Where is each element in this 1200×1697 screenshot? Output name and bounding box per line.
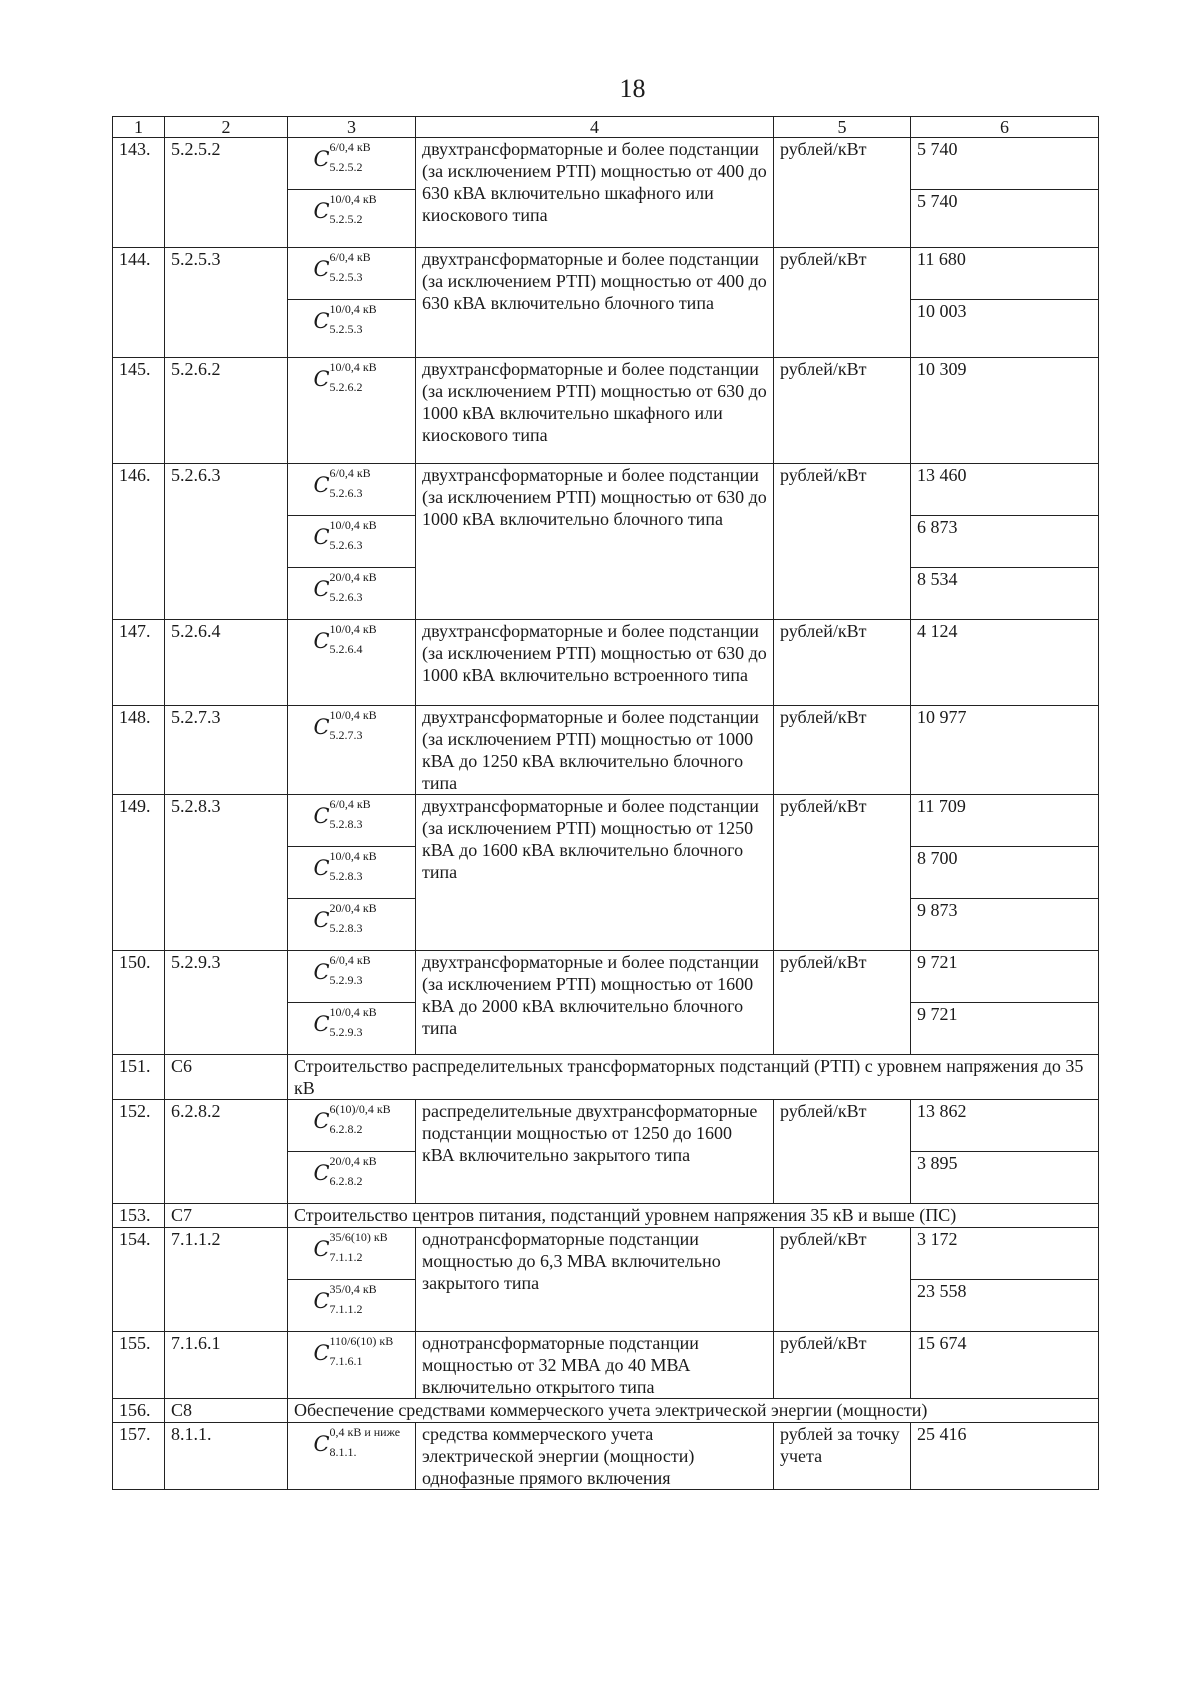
- page-number: 18: [619, 74, 646, 103]
- row-number: 151.: [113, 1055, 165, 1100]
- rate-symbol-letter: C: [313, 147, 330, 171]
- row-description: двухтрансформаторные и более подстанции (за исключением РТП) мощностью от 1600 кВА до 2000 кВА включительно блочного типа: [416, 951, 774, 1055]
- table-row: [113, 1423, 1099, 1490]
- rate-index: 7.1.1.2: [329, 1302, 363, 1316]
- rate-index: 5.2.5.3: [329, 322, 363, 336]
- rate-index: 5.2.6.3: [329, 590, 363, 604]
- rate-symbol: [288, 951, 416, 1003]
- rate-value: 5 740: [911, 138, 1099, 190]
- row-code: С7: [165, 1204, 288, 1228]
- rate-formula: [298, 1102, 408, 1146]
- rate-voltage: 35/0,4 кВ: [329, 1282, 377, 1296]
- table-row: [113, 138, 1099, 190]
- row-unit: рублей/кВт: [774, 706, 911, 795]
- table-row: [113, 706, 1099, 795]
- column-header: 2: [165, 117, 288, 138]
- rate-formula: [298, 901, 408, 945]
- rate-value: 9 721: [911, 951, 1099, 1003]
- rate-voltage: 20/0,4 кВ: [329, 570, 377, 584]
- rate-voltage: 6/0,4 кВ: [329, 140, 371, 154]
- section-title: Строительство распределительных трансформаторных подстанций (РТП) с уровнем напряжения до 35 кВ: [288, 1055, 1099, 1100]
- row-description: средства коммерческого учета электрической энергии (мощности) однофазные прямого включения: [416, 1423, 774, 1490]
- rate-index: 5.2.6.3: [329, 486, 363, 500]
- row-number: 147.: [113, 620, 165, 706]
- row-unit: рублей/кВт: [774, 951, 911, 1055]
- row-description: двухтрансформаторные и более подстанции (за исключением РТП) мощностью от 1250 кВА до 1600 кВА включительно блочного типа: [416, 795, 774, 951]
- rate-value: 6 873: [911, 516, 1099, 568]
- row-unit: рублей/кВт: [774, 248, 911, 358]
- column-header: 6: [911, 117, 1099, 138]
- rate-symbol: [288, 1280, 416, 1332]
- row-number: 145.: [113, 358, 165, 464]
- rate-symbol-letter: C: [313, 257, 330, 281]
- row-unit: рублей/кВт: [774, 795, 911, 951]
- rate-symbol-letter: C: [313, 1432, 330, 1456]
- table-row: [113, 620, 1099, 706]
- rate-symbol: [288, 464, 416, 516]
- row-number: 154.: [113, 1228, 165, 1332]
- rate-index: 6.2.8.2: [329, 1122, 363, 1136]
- rate-value: 15 674: [911, 1332, 1099, 1399]
- rate-symbol: [288, 300, 416, 358]
- row-number: 144.: [113, 248, 165, 358]
- rate-voltage: 20/0,4 кВ: [329, 901, 377, 915]
- rate-symbol: [288, 1003, 416, 1055]
- column-header: 4: [416, 117, 774, 138]
- section-row: [113, 1055, 1099, 1100]
- rate-symbol-letter: C: [313, 856, 330, 880]
- rate-formula: [298, 1005, 408, 1049]
- rate-index: 5.2.6.2: [329, 380, 363, 394]
- rate-symbol: [288, 1228, 416, 1280]
- row-number: 155.: [113, 1332, 165, 1399]
- rate-value: 11 680: [911, 248, 1099, 300]
- row-number: 148.: [113, 706, 165, 795]
- rate-value: 13 460: [911, 464, 1099, 516]
- table-row: [113, 1332, 1099, 1399]
- rate-symbol-letter: C: [313, 804, 330, 828]
- rate-index: 6.2.8.2: [329, 1174, 363, 1188]
- rate-value: 4 124: [911, 620, 1099, 706]
- rate-formula: [298, 708, 408, 752]
- rate-symbol-letter: C: [313, 1012, 330, 1036]
- row-number: 143.: [113, 138, 165, 248]
- rate-voltage: 110/6(10) кВ: [329, 1334, 394, 1348]
- row-unit: рублей/кВт: [774, 358, 911, 464]
- rate-value: 10 309: [911, 358, 1099, 464]
- rate-value: 13 862: [911, 1100, 1099, 1152]
- rate-voltage: 6/0,4 кВ: [329, 466, 371, 480]
- rate-symbol: [288, 1332, 416, 1399]
- rate-formula: [298, 849, 408, 893]
- table-row: [113, 464, 1099, 516]
- row-code: 5.2.9.3: [165, 951, 288, 1055]
- row-unit: рублей/кВт: [774, 1228, 911, 1332]
- rate-symbol: [288, 190, 416, 248]
- rate-symbol: [288, 706, 416, 795]
- rate-voltage: 10/0,4 кВ: [329, 192, 377, 206]
- rate-symbol-letter: C: [313, 1161, 330, 1185]
- rate-formula: [298, 192, 408, 236]
- rate-voltage: 10/0,4 кВ: [329, 302, 377, 316]
- rate-voltage: 10/0,4 кВ: [329, 622, 377, 636]
- rate-voltage: 35/6(10) кВ: [329, 1230, 388, 1244]
- rate-symbol: [288, 138, 416, 190]
- rate-index: 5.2.9.3: [329, 973, 363, 987]
- rate-symbol-letter: C: [313, 908, 330, 932]
- table-header-row: [113, 117, 1099, 138]
- row-code: 6.2.8.2: [165, 1100, 288, 1204]
- rate-index: 7.1.1.2: [329, 1250, 363, 1264]
- rate-value: 9 721: [911, 1003, 1099, 1055]
- rate-index: 5.2.5.2: [329, 212, 363, 226]
- row-number: 149.: [113, 795, 165, 951]
- rate-symbol-letter: C: [313, 1237, 330, 1261]
- row-description: однотрансформаторные подстанции мощностью до 6,3 МВА включительно закрытого типа: [416, 1228, 774, 1332]
- row-description: двухтрансформаторные и более подстанции (за исключением РТП) мощностью от 630 до 1000 кВА включительно блочного типа: [416, 464, 774, 620]
- row-code: 5.2.7.3: [165, 706, 288, 795]
- rate-symbol: [288, 620, 416, 706]
- table-row: [113, 951, 1099, 1003]
- rate-value: 10 003: [911, 300, 1099, 358]
- rate-value: 10 977: [911, 706, 1099, 795]
- row-number: 152.: [113, 1100, 165, 1204]
- rate-symbol: [288, 847, 416, 899]
- rate-value: 3 172: [911, 1228, 1099, 1280]
- rate-voltage: 6/0,4 кВ: [329, 797, 371, 811]
- column-header: 5: [774, 117, 911, 138]
- column-header: 1: [113, 117, 165, 138]
- rate-symbol-letter: C: [313, 1341, 330, 1365]
- rate-formula: [298, 1230, 408, 1274]
- rate-index: 7.1.6.1: [329, 1354, 363, 1368]
- row-unit: рублей за точку учета: [774, 1423, 911, 1490]
- rate-formula: [298, 1154, 408, 1198]
- rate-symbol-letter: C: [313, 367, 330, 391]
- rate-symbol: [288, 1152, 416, 1204]
- tariff-table: [112, 116, 1099, 1490]
- rate-symbol-letter: C: [313, 960, 330, 984]
- rate-voltage: 20/0,4 кВ: [329, 1154, 377, 1168]
- rate-voltage: 10/0,4 кВ: [329, 518, 377, 532]
- table-row: [113, 795, 1099, 847]
- rate-symbol: [288, 795, 416, 847]
- row-code: 5.2.5.3: [165, 248, 288, 358]
- row-number: 157.: [113, 1423, 165, 1490]
- row-description: однотрансформаторные подстанции мощностью от 32 МВА до 40 МВА включительно открытого типа: [416, 1332, 774, 1399]
- rate-index: 5.2.8.3: [329, 817, 363, 831]
- row-code: 5.2.5.2: [165, 138, 288, 248]
- rate-formula: [298, 518, 408, 562]
- row-code: С8: [165, 1399, 288, 1423]
- rate-formula: [298, 570, 408, 614]
- row-number: 146.: [113, 464, 165, 620]
- rate-formula: [298, 250, 408, 294]
- rate-value: 23 558: [911, 1280, 1099, 1332]
- table-row: [113, 1100, 1099, 1152]
- row-code: 7.1.6.1: [165, 1332, 288, 1399]
- rate-formula: [298, 302, 408, 346]
- table-row: [113, 358, 1099, 464]
- row-code: С6: [165, 1055, 288, 1100]
- rate-value: 8 534: [911, 568, 1099, 620]
- row-unit: рублей/кВт: [774, 1100, 911, 1204]
- rate-symbol-letter: C: [313, 1289, 330, 1313]
- rate-symbol: [288, 899, 416, 951]
- rate-voltage: 6(10)/0,4 кВ: [329, 1102, 391, 1116]
- rate-symbol-letter: C: [313, 309, 330, 333]
- rate-value: 11 709: [911, 795, 1099, 847]
- rate-value: 5 740: [911, 190, 1099, 248]
- table-row: [113, 248, 1099, 300]
- rate-symbol: [288, 568, 416, 620]
- rate-symbol-letter: C: [313, 715, 330, 739]
- row-code: 5.2.8.3: [165, 795, 288, 951]
- rate-symbol: [288, 358, 416, 464]
- rate-formula: [298, 1334, 408, 1378]
- rate-voltage: 10/0,4 кВ: [329, 1005, 377, 1019]
- rate-symbol-letter: C: [313, 577, 330, 601]
- rate-symbol-letter: C: [313, 525, 330, 549]
- rate-symbol-letter: C: [313, 629, 330, 653]
- row-number: 150.: [113, 951, 165, 1055]
- rate-formula: [298, 797, 408, 841]
- rate-value: 25 416: [911, 1423, 1099, 1490]
- row-unit: рублей/кВт: [774, 464, 911, 620]
- rate-formula: [298, 953, 408, 997]
- rate-symbol: [288, 1423, 416, 1490]
- rate-symbol: [288, 1100, 416, 1152]
- row-number: 156.: [113, 1399, 165, 1423]
- rate-voltage: 10/0,4 кВ: [329, 708, 377, 722]
- rate-value: 8 700: [911, 847, 1099, 899]
- rate-formula: [298, 622, 408, 666]
- row-description: двухтрансформаторные и более подстанции (за исключением РТП) мощностью от 630 до 1000 кВА включительно встроенного типа: [416, 620, 774, 706]
- rate-index: 5.2.8.3: [329, 869, 363, 883]
- rate-index: 5.2.6.3: [329, 538, 363, 552]
- row-code: 8.1.1.: [165, 1423, 288, 1490]
- row-description: двухтрансформаторные и более подстанции (за исключением РТП) мощностью от 400 до 630 кВА включительно блочного типа: [416, 248, 774, 358]
- rate-formula: [298, 1282, 408, 1326]
- section-title: Строительство центров питания, подстанций уровнем напряжения 35 кВ и выше (ПС): [288, 1204, 1099, 1228]
- rate-symbol-letter: C: [313, 199, 330, 223]
- rate-index: 5.2.7.3: [329, 728, 363, 742]
- rate-symbol-letter: C: [313, 1109, 330, 1133]
- section-row: [113, 1204, 1099, 1228]
- rate-voltage: 10/0,4 кВ: [329, 360, 377, 374]
- rate-voltage: 10/0,4 кВ: [329, 849, 377, 863]
- row-description: двухтрансформаторные и более подстанции (за исключением РТП) мощностью от 1000 кВА до 1250 кВА включительно блочного типа: [416, 706, 774, 795]
- rate-symbol: [288, 516, 416, 568]
- rate-symbol-letter: C: [313, 473, 330, 497]
- rate-voltage: 6/0,4 кВ: [329, 250, 371, 264]
- rate-value: 9 873: [911, 899, 1099, 951]
- column-header: 3: [288, 117, 416, 138]
- row-code: 5.2.6.3: [165, 464, 288, 620]
- rate-index: 5.2.8.3: [329, 921, 363, 935]
- row-unit: рублей/кВт: [774, 1332, 911, 1399]
- rate-formula: [298, 466, 408, 510]
- row-code: 7.1.1.2: [165, 1228, 288, 1332]
- rate-formula: [298, 140, 408, 184]
- rate-value: 3 895: [911, 1152, 1099, 1204]
- rate-symbol: [288, 248, 416, 300]
- rate-index: 5.2.5.3: [329, 270, 363, 284]
- row-number: 153.: [113, 1204, 165, 1228]
- rate-voltage: 6/0,4 кВ: [329, 953, 371, 967]
- section-row: [113, 1399, 1099, 1423]
- rate-formula: [298, 360, 408, 404]
- section-title: Обеспечение средствами коммерческого учета электрической энергии (мощности): [288, 1399, 1099, 1423]
- row-description: двухтрансформаторные и более подстанции (за исключением РТП) мощностью от 400 до 630 кВА включительно шкафного или киоскового типа: [416, 138, 774, 248]
- row-code: 5.2.6.2: [165, 358, 288, 464]
- rate-index: 5.2.5.2: [329, 160, 363, 174]
- table-row: [113, 1228, 1099, 1280]
- row-code: 5.2.6.4: [165, 620, 288, 706]
- rate-voltage: 0,4 кВ и ниже: [329, 1425, 401, 1439]
- rate-formula: [298, 1425, 408, 1469]
- row-unit: рублей/кВт: [774, 138, 911, 248]
- row-description: двухтрансформаторные и более подстанции (за исключением РТП) мощностью от 630 до 1000 кВА включительно шкафного или киоскового типа: [416, 358, 774, 464]
- row-unit: рублей/кВт: [774, 620, 911, 706]
- rate-index: 8.1.1.: [329, 1445, 357, 1459]
- rate-index: 5.2.6.4: [329, 642, 363, 656]
- row-description: распределительные двухтрансформаторные подстанции мощностью от 1250 до 1600 кВА включительно закрытого типа: [416, 1100, 774, 1204]
- rate-index: 5.2.9.3: [329, 1025, 363, 1039]
